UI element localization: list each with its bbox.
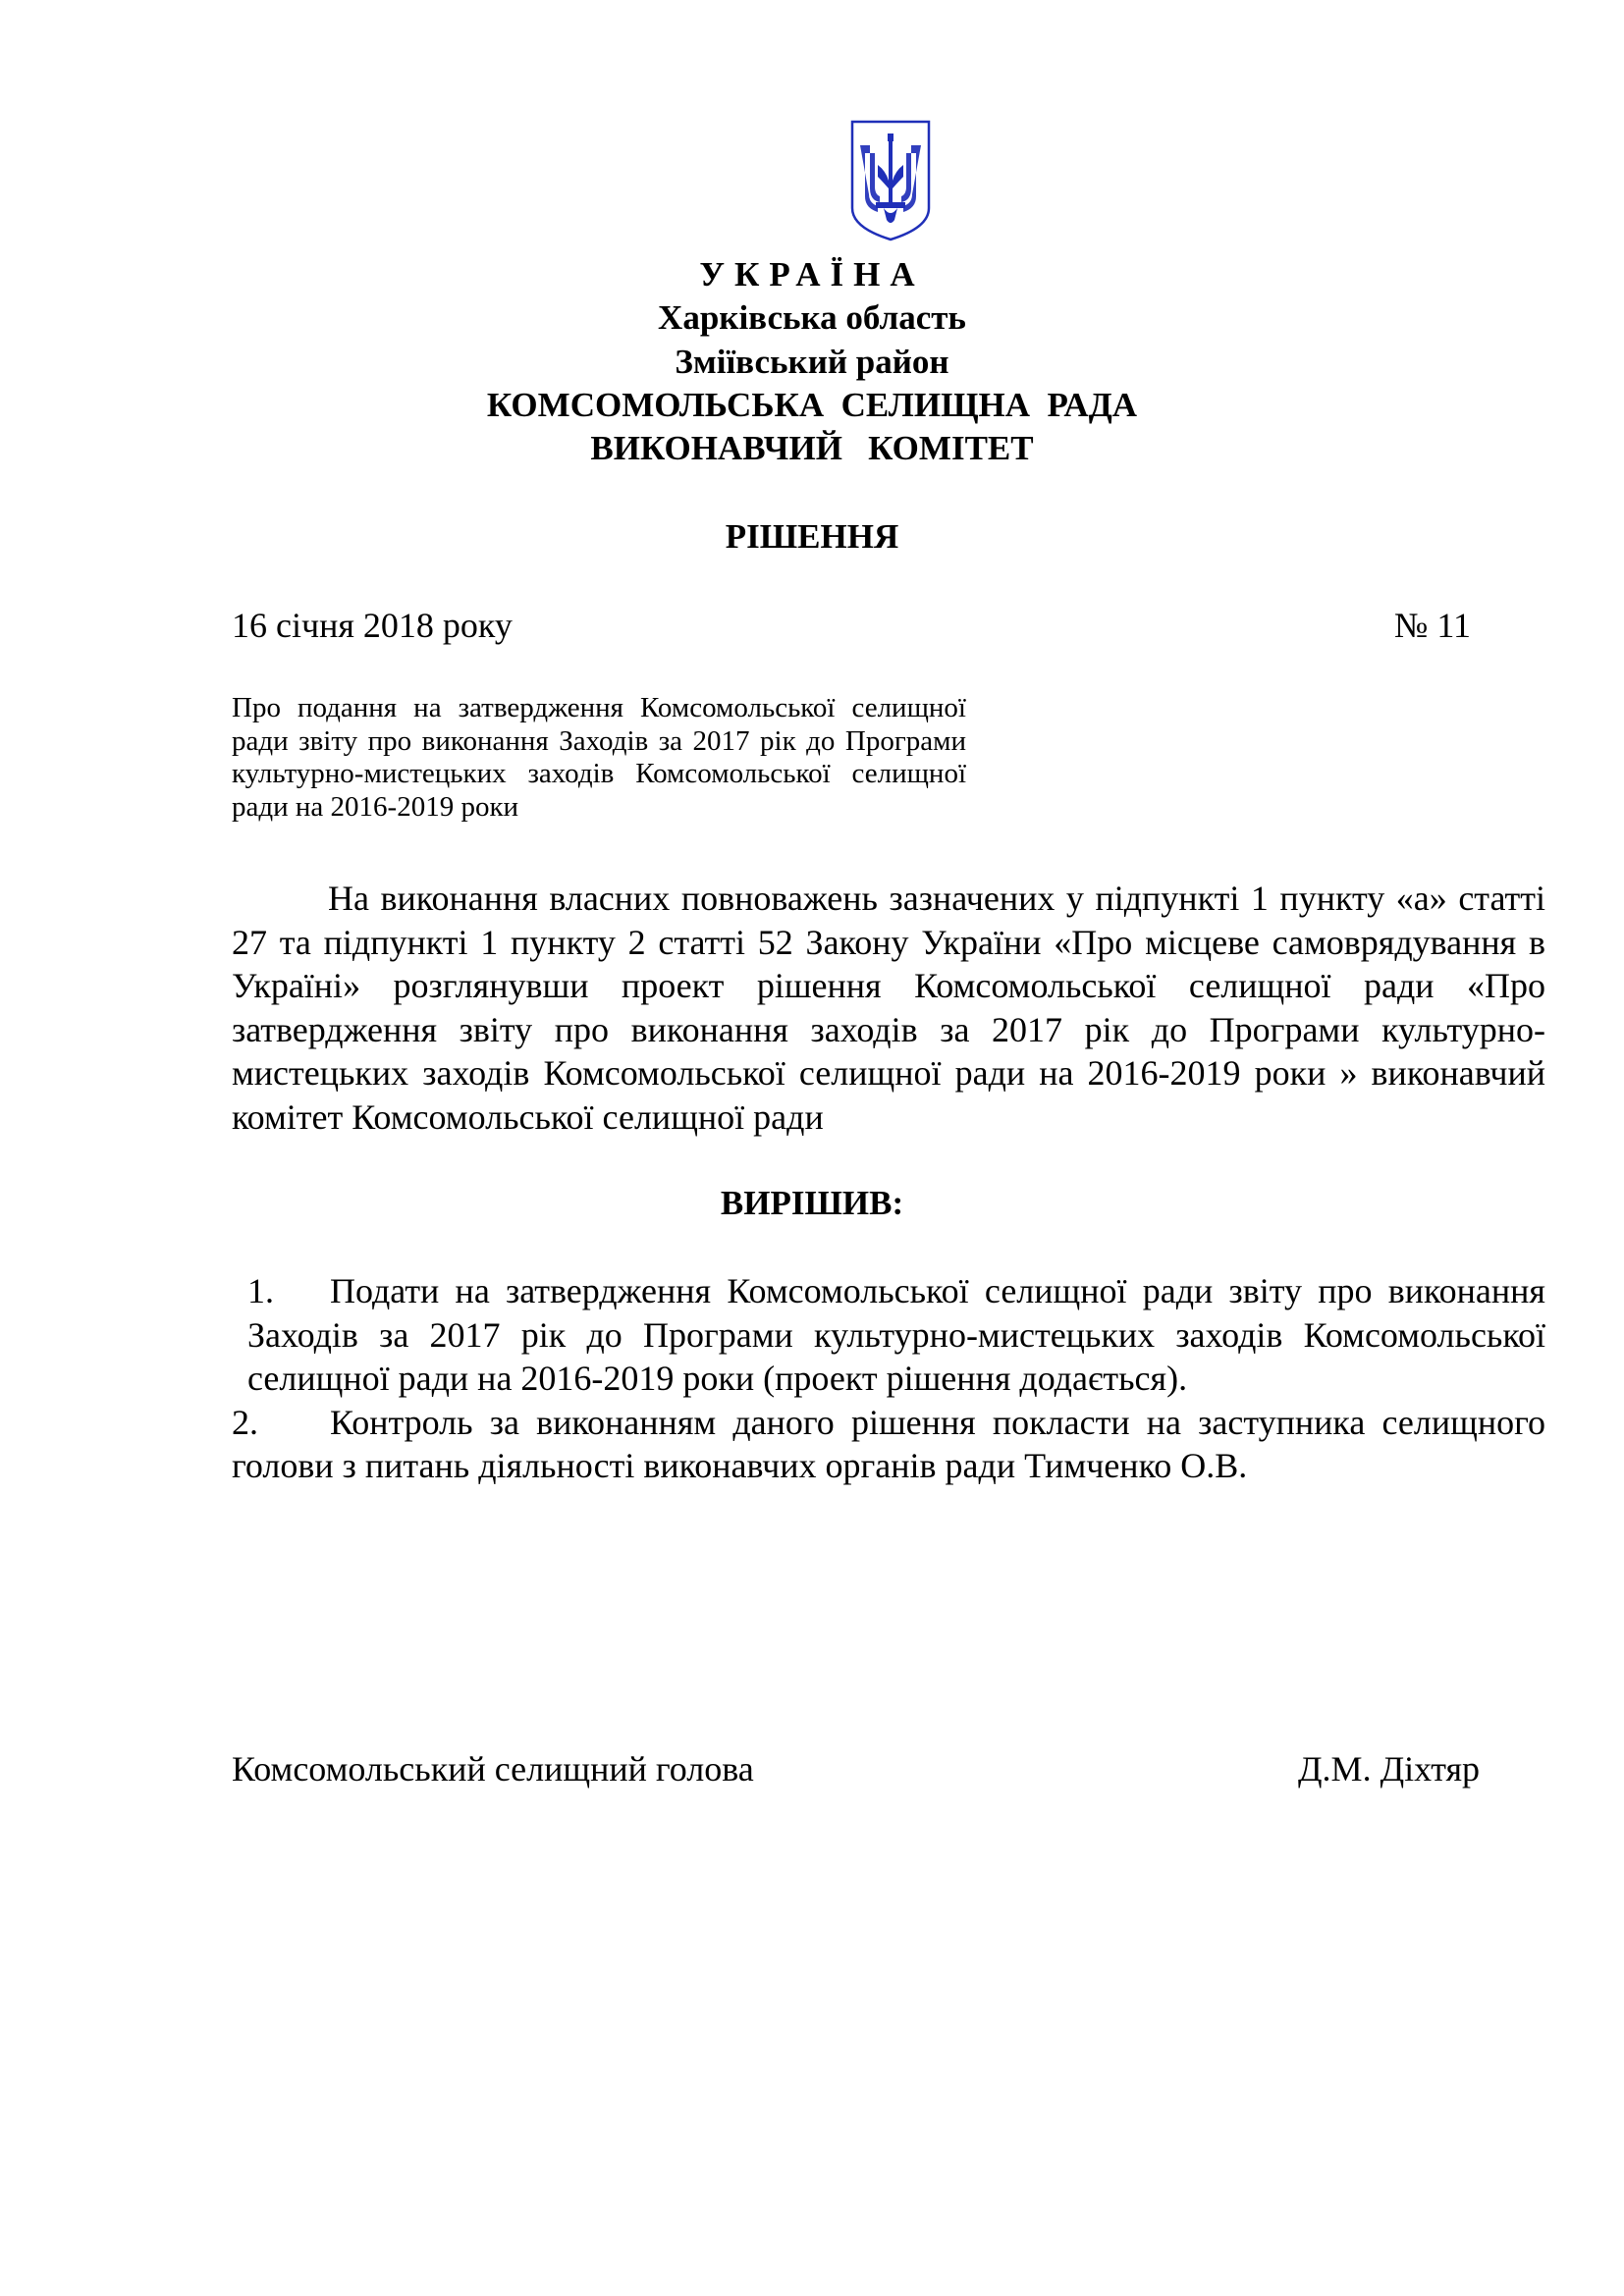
country-heading: УКРАЇНА: [699, 255, 925, 294]
preamble-paragraph: На виконання власних повноважень зазначених у підпункті 1 пункту «а» статті 27 та підпункті 1 пункту 2 статті 52 Закону України «Про місцеве самоврядування в Україні» розглянувши проект рішення Комсомольської селищної ради «Про затвердження звіту про виконання заходів за 2017 рік до Програми культурно-мистецьких заходів Комсомольської селищної ради на 2016-2019 роки » виконавчий комітет Комсомольської селищної ради: [232, 879, 1545, 1137]
document-number: № 11: [1394, 606, 1472, 645]
decision-list: [232, 1269, 1545, 1488]
council-heading: КОМСОМОЛЬСЬКА СЕЛИЩНА РАДА: [486, 386, 1138, 424]
document-date: 16 січня 2018 року: [232, 606, 513, 645]
decision-item: [232, 1401, 1545, 1488]
committee-heading: ВИКОНАВЧИЙ КОМІТЕТ: [590, 429, 1034, 467]
decision-number: 2.: [232, 1402, 258, 1442]
decision-text: Подати на затвердження Комсомольської селищної ради звіту про виконання Заходів за 2017 рік до Програми культурно-мистецьких заходів Комсомольської селищної ради на 2016-2019 роки (проект рішення додається).: [247, 1271, 1545, 1398]
decision-item: [232, 1269, 1545, 1401]
resolved-heading: ВИРІШИВ:: [720, 1184, 904, 1222]
oblast-heading: Харківська область: [658, 298, 966, 337]
signature-name: Д.М. Діхтяр: [1298, 1749, 1481, 1789]
coat-of-arms-icon: [848, 118, 933, 243]
signature-title: Комсомольський селищний голова: [232, 1749, 754, 1789]
decision-number: 1.: [247, 1271, 274, 1310]
decision-text: Контроль за виконанням даного рішення покласти на заступника селищного голови з питань діяльності виконавчих органів ради Тимченко О.В.: [232, 1402, 1545, 1485]
document-type-heading: РІШЕННЯ: [725, 517, 899, 556]
raion-heading: Зміївський район: [675, 343, 949, 381]
document-subject: Про подання на затвердження Комсомольської селищної ради звіту про виконання Заходів за 2017 рік до Програми культурно-мистецьких заходів Комсомольської селищної ради на 2016-2019 роки: [232, 692, 966, 823]
